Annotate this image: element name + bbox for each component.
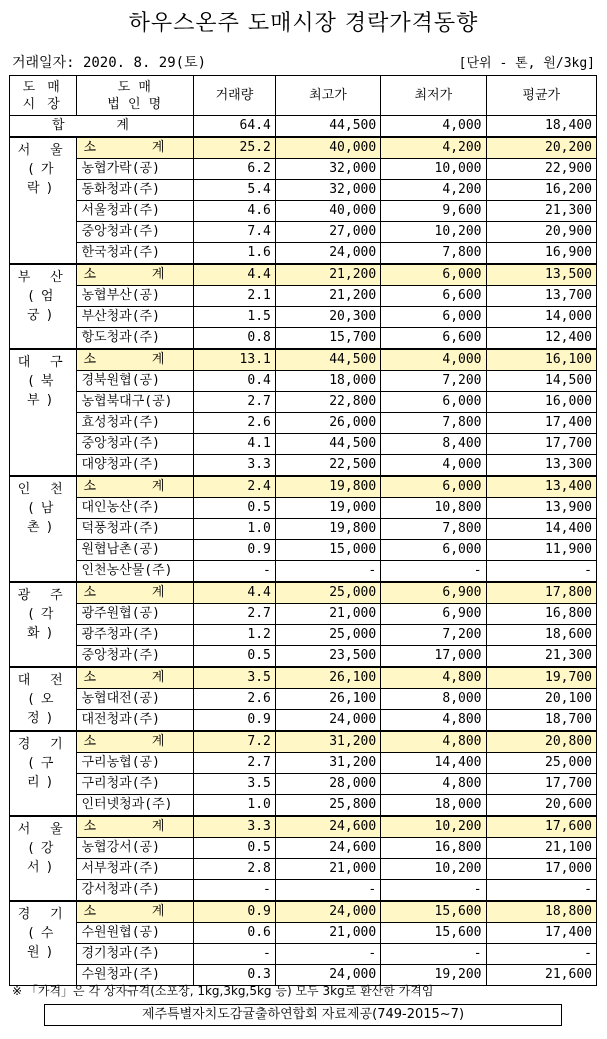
table-row	[10, 923, 597, 944]
max-price-cell: 21,200	[275, 286, 380, 307]
volume-cell: 2.6	[194, 689, 276, 710]
volume-cell: 2.1	[194, 286, 276, 307]
corp-name: 한국청과(주)	[77, 243, 194, 265]
subtotal-row	[10, 264, 597, 286]
table-row	[10, 392, 597, 413]
min-price-cell: 19,200	[381, 965, 486, 986]
volume-cell: 6.2	[194, 159, 276, 180]
table-row	[10, 201, 597, 222]
avg-price-cell: 16,800	[486, 604, 596, 625]
volume-cell: 0.5	[194, 646, 276, 668]
min-price-cell: 7,800	[381, 243, 486, 265]
volume-cell: 0.3	[194, 965, 276, 986]
avg-price-cell: 13,700	[486, 286, 596, 307]
subtotal-label: 소 계	[77, 731, 194, 753]
min-price-cell: 6,900	[381, 604, 486, 625]
corp-name: 광주청과(주)	[77, 625, 194, 646]
volume-cell: 4.6	[194, 201, 276, 222]
avg-price-cell: 16,200	[486, 180, 596, 201]
min-price-cell: 10,200	[381, 816, 486, 838]
volume-cell: 3.3	[194, 816, 276, 838]
avg-price-cell: 20,900	[486, 222, 596, 243]
max-price-cell: 24,000	[275, 901, 380, 923]
header-corp: 도 매 법 인 명	[77, 76, 194, 116]
corp-name: 구리청과(주)	[77, 774, 194, 795]
market-name: 경 기 (구 리)	[10, 731, 77, 816]
total-max: 44,500	[275, 116, 380, 138]
volume-cell: 0.8	[194, 328, 276, 350]
corp-name: 농협가락(공)	[77, 159, 194, 180]
avg-price-cell: 17,600	[486, 816, 596, 838]
price-table	[9, 75, 597, 986]
corp-name: 중앙청과(주)	[77, 646, 194, 668]
avg-price-cell: 13,500	[486, 264, 596, 286]
corp-name: 강서청과(주)	[77, 880, 194, 902]
corp-name: 경기청과(주)	[77, 944, 194, 965]
min-price-cell: 8,400	[381, 434, 486, 455]
table-row	[10, 880, 597, 902]
corp-name: 대인농산(주)	[77, 498, 194, 519]
min-price-cell: 6,900	[381, 582, 486, 604]
avg-price-cell: -	[486, 880, 596, 902]
min-price-cell: 6,000	[381, 476, 486, 498]
volume-cell: 4.4	[194, 582, 276, 604]
table-row	[10, 307, 597, 328]
avg-price-cell: 17,400	[486, 923, 596, 944]
subtotal-row	[10, 349, 597, 371]
header-volume: 거래량	[194, 76, 276, 116]
volume-cell: 0.6	[194, 923, 276, 944]
avg-price-cell: 13,900	[486, 498, 596, 519]
avg-price-cell: 21,300	[486, 646, 596, 668]
total-volume: 64.4	[194, 116, 276, 138]
table-row	[10, 838, 597, 859]
corp-name: 농협대전(공)	[77, 689, 194, 710]
max-price-cell: 26,000	[275, 413, 380, 434]
min-price-cell: 6,000	[381, 392, 486, 413]
max-price-cell: 19,000	[275, 498, 380, 519]
min-price-cell: -	[381, 880, 486, 902]
volume-cell: 5.4	[194, 180, 276, 201]
avg-price-cell: 13,400	[486, 476, 596, 498]
volume-cell: 1.6	[194, 243, 276, 265]
source-box: 제주특별자치도감귤출하연합회 자료제공(749-2015~7)	[44, 1004, 562, 1026]
table-row	[10, 625, 597, 646]
volume-cell: 0.4	[194, 371, 276, 392]
max-price-cell: 26,100	[275, 689, 380, 710]
table-row	[10, 540, 597, 561]
volume-cell: 2.7	[194, 604, 276, 625]
market-name: 서 울 (가 락)	[10, 137, 77, 264]
min-price-cell: 6,600	[381, 286, 486, 307]
market-name: 부 산 (엄 궁)	[10, 264, 77, 349]
table-row	[10, 689, 597, 710]
header-avg: 평균가	[486, 76, 596, 116]
min-price-cell: 8,000	[381, 689, 486, 710]
max-price-cell: 15,700	[275, 328, 380, 350]
corp-name: 중앙청과(주)	[77, 222, 194, 243]
max-price-cell: 28,000	[275, 774, 380, 795]
corp-name: 경북원협(공)	[77, 371, 194, 392]
subtotal-row	[10, 901, 597, 923]
table-row	[10, 413, 597, 434]
min-price-cell: 6,000	[381, 264, 486, 286]
header-max: 최고가	[275, 76, 380, 116]
subtotal-label: 소 계	[77, 264, 194, 286]
volume-cell: 1.0	[194, 795, 276, 817]
corp-name: 수원청과(주)	[77, 965, 194, 986]
header-min: 최저가	[381, 76, 486, 116]
max-price-cell: 26,100	[275, 667, 380, 689]
table-row	[10, 222, 597, 243]
subtotal-row	[10, 137, 597, 159]
market-name: 광 주 (각 화)	[10, 582, 77, 667]
table-row	[10, 498, 597, 519]
volume-cell: -	[194, 944, 276, 965]
max-price-cell: 40,000	[275, 137, 380, 159]
volume-cell: 0.5	[194, 838, 276, 859]
volume-cell: -	[194, 880, 276, 902]
max-price-cell: 20,300	[275, 307, 380, 328]
max-price-cell: 22,800	[275, 392, 380, 413]
subtotal-row	[10, 476, 597, 498]
volume-cell: 2.6	[194, 413, 276, 434]
max-price-cell: -	[275, 561, 380, 583]
volume-cell: 1.0	[194, 519, 276, 540]
table-row	[10, 561, 597, 583]
min-price-cell: 4,200	[381, 180, 486, 201]
max-price-cell: 32,000	[275, 180, 380, 201]
avg-price-cell: 17,800	[486, 582, 596, 604]
table-row	[10, 859, 597, 880]
page-title: 하우스온주 도매시장 경락가격동향	[128, 11, 479, 36]
volume-cell: -	[194, 561, 276, 583]
table-row	[10, 753, 597, 774]
max-price-cell: 24,600	[275, 816, 380, 838]
max-price-cell: 25,000	[275, 625, 380, 646]
max-price-cell: 40,000	[275, 201, 380, 222]
table-row	[10, 774, 597, 795]
market-name: 서 울 (강 서)	[10, 816, 77, 901]
avg-price-cell: 17,400	[486, 413, 596, 434]
trade-date: 거래일자: 2020. 8. 29(토)	[12, 55, 207, 71]
max-price-cell: 21,000	[275, 604, 380, 625]
avg-price-cell: 14,500	[486, 371, 596, 392]
subtotal-label: 소 계	[77, 816, 194, 838]
table-row	[10, 286, 597, 307]
market-name: 대 전 (오 정)	[10, 667, 77, 731]
volume-cell: 7.2	[194, 731, 276, 753]
corp-name: 동화청과(주)	[77, 180, 194, 201]
table-row	[10, 519, 597, 540]
avg-price-cell: 16,000	[486, 392, 596, 413]
avg-price-cell: 14,400	[486, 519, 596, 540]
volume-cell: 4.4	[194, 264, 276, 286]
max-price-cell: 25,000	[275, 582, 380, 604]
avg-price-cell: 17,700	[486, 774, 596, 795]
avg-price-cell: 20,100	[486, 689, 596, 710]
corp-name: 농협강서(공)	[77, 838, 194, 859]
corp-name: 인터넷청과(주)	[77, 795, 194, 817]
avg-price-cell: 21,600	[486, 965, 596, 986]
corp-name: 대전청과(주)	[77, 710, 194, 732]
subtotal-label: 소 계	[77, 582, 194, 604]
unit-label: [단위 - 톤, 원/3kg]	[458, 56, 595, 71]
total-row	[10, 116, 597, 138]
avg-price-cell: 16,100	[486, 349, 596, 371]
max-price-cell: -	[275, 944, 380, 965]
corp-name: 수원원협(공)	[77, 923, 194, 944]
volume-cell: 2.7	[194, 753, 276, 774]
max-price-cell: 31,200	[275, 731, 380, 753]
table-row	[10, 371, 597, 392]
corp-name: 인천농산물(주)	[77, 561, 194, 583]
avg-price-cell: 19,700	[486, 667, 596, 689]
corp-name: 부산청과(주)	[77, 307, 194, 328]
corp-name: 원협남촌(공)	[77, 540, 194, 561]
avg-price-cell: 22,900	[486, 159, 596, 180]
min-price-cell: -	[381, 561, 486, 583]
header-market: 도 매 시 장	[10, 76, 77, 116]
volume-cell: 0.9	[194, 540, 276, 561]
volume-cell: 2.8	[194, 859, 276, 880]
min-price-cell: 10,200	[381, 859, 486, 880]
corp-name: 중앙청과(주)	[77, 434, 194, 455]
min-price-cell: 15,600	[381, 923, 486, 944]
max-price-cell: 44,500	[275, 349, 380, 371]
table-row	[10, 328, 597, 350]
avg-price-cell: 16,900	[486, 243, 596, 265]
volume-cell: 0.5	[194, 498, 276, 519]
volume-cell: 2.7	[194, 392, 276, 413]
min-price-cell: 7,200	[381, 371, 486, 392]
max-price-cell: 19,800	[275, 519, 380, 540]
min-price-cell: 10,800	[381, 498, 486, 519]
corp-name: 효성청과(주)	[77, 413, 194, 434]
min-price-cell: 6,000	[381, 307, 486, 328]
max-price-cell: 27,000	[275, 222, 380, 243]
subtotal-label: 소 계	[77, 901, 194, 923]
min-price-cell: 7,800	[381, 413, 486, 434]
min-price-cell: 6,000	[381, 540, 486, 561]
min-price-cell: 4,200	[381, 137, 486, 159]
avg-price-cell: 12,400	[486, 328, 596, 350]
volume-cell: 4.1	[194, 434, 276, 455]
volume-cell: 13.1	[194, 349, 276, 371]
table-row	[10, 604, 597, 625]
min-price-cell: 10,000	[381, 159, 486, 180]
total-min: 4,000	[381, 116, 486, 138]
max-price-cell: 19,800	[275, 476, 380, 498]
max-price-cell: 32,000	[275, 159, 380, 180]
min-price-cell: 4,000	[381, 349, 486, 371]
max-price-cell: 24,000	[275, 710, 380, 732]
max-price-cell: 23,500	[275, 646, 380, 668]
min-price-cell: 7,800	[381, 519, 486, 540]
corp-name: 대양청과(주)	[77, 455, 194, 477]
table-row	[10, 795, 597, 817]
max-price-cell: 21,000	[275, 859, 380, 880]
corp-name: 서울청과(주)	[77, 201, 194, 222]
subtotal-row	[10, 582, 597, 604]
max-price-cell: 21,000	[275, 923, 380, 944]
volume-cell: 0.9	[194, 710, 276, 732]
min-price-cell: 15,600	[381, 901, 486, 923]
max-price-cell: 24,600	[275, 838, 380, 859]
max-price-cell: 15,000	[275, 540, 380, 561]
total-avg: 18,400	[486, 116, 596, 138]
min-price-cell: 9,600	[381, 201, 486, 222]
market-name: 대 구 (북 부)	[10, 349, 77, 476]
avg-price-cell: 20,600	[486, 795, 596, 817]
max-price-cell: 24,000	[275, 243, 380, 265]
min-price-cell: 10,200	[381, 222, 486, 243]
subtotal-row	[10, 667, 597, 689]
subtotal-row	[10, 731, 597, 753]
corp-name: 서부청과(주)	[77, 859, 194, 880]
corp-name: 광주원협(공)	[77, 604, 194, 625]
table-row	[10, 455, 597, 477]
min-price-cell: 6,600	[381, 328, 486, 350]
avg-price-cell: 17,000	[486, 859, 596, 880]
min-price-cell: 4,000	[381, 455, 486, 477]
avg-price-cell: 20,800	[486, 731, 596, 753]
volume-cell: 3.3	[194, 455, 276, 477]
avg-price-cell: 20,200	[486, 137, 596, 159]
avg-price-cell: 18,800	[486, 901, 596, 923]
max-price-cell: -	[275, 880, 380, 902]
max-price-cell: 31,200	[275, 753, 380, 774]
avg-price-cell: 13,300	[486, 455, 596, 477]
table-row	[10, 243, 597, 265]
corp-name: 구리농협(공)	[77, 753, 194, 774]
avg-price-cell: 21,100	[486, 838, 596, 859]
corp-name: 항도청과(주)	[77, 328, 194, 350]
table-row	[10, 944, 597, 965]
min-price-cell: 14,400	[381, 753, 486, 774]
min-price-cell: 4,800	[381, 731, 486, 753]
avg-price-cell: -	[486, 944, 596, 965]
avg-price-cell: 18,600	[486, 625, 596, 646]
table-row	[10, 434, 597, 455]
max-price-cell: 25,800	[275, 795, 380, 817]
table-row	[10, 159, 597, 180]
avg-price-cell: 11,900	[486, 540, 596, 561]
min-price-cell: 4,800	[381, 774, 486, 795]
volume-cell: 3.5	[194, 667, 276, 689]
total-label: 합 계	[10, 116, 194, 138]
max-price-cell: 24,000	[275, 965, 380, 986]
avg-price-cell: 25,000	[486, 753, 596, 774]
subtotal-label: 소 계	[77, 476, 194, 498]
subtotal-label: 소 계	[77, 137, 194, 159]
footnote: ※ 「가격」은 각 상자규격(소포장, 1kg,3kg,5kg 등) 모두 3kg로 환산한 가격임	[12, 984, 434, 998]
max-price-cell: 21,200	[275, 264, 380, 286]
corp-name: 덕풍청과(주)	[77, 519, 194, 540]
min-price-cell: 4,800	[381, 710, 486, 732]
avg-price-cell: 21,300	[486, 201, 596, 222]
min-price-cell: 16,800	[381, 838, 486, 859]
corp-name: 농협북대구(공)	[77, 392, 194, 413]
corp-name: 농협부산(공)	[77, 286, 194, 307]
max-price-cell: 22,500	[275, 455, 380, 477]
volume-cell: 0.9	[194, 901, 276, 923]
table-row	[10, 180, 597, 201]
min-price-cell: 18,000	[381, 795, 486, 817]
volume-cell: 25.2	[194, 137, 276, 159]
market-name: 인 천 (남 촌)	[10, 476, 77, 582]
volume-cell: 3.5	[194, 774, 276, 795]
min-price-cell: 4,800	[381, 667, 486, 689]
subtotal-label: 소 계	[77, 349, 194, 371]
volume-cell: 7.4	[194, 222, 276, 243]
min-price-cell: 17,000	[381, 646, 486, 668]
volume-cell: 1.5	[194, 307, 276, 328]
max-price-cell: 18,000	[275, 371, 380, 392]
avg-price-cell: -	[486, 561, 596, 583]
subtotal-label: 소 계	[77, 667, 194, 689]
table-row	[10, 646, 597, 668]
avg-price-cell: 17,700	[486, 434, 596, 455]
volume-cell: 1.2	[194, 625, 276, 646]
min-price-cell: 7,200	[381, 625, 486, 646]
min-price-cell: -	[381, 944, 486, 965]
avg-price-cell: 14,000	[486, 307, 596, 328]
table-row	[10, 710, 597, 732]
market-name: 경 기 (수 원)	[10, 901, 77, 986]
volume-cell: 2.4	[194, 476, 276, 498]
subtotal-row	[10, 816, 597, 838]
avg-price-cell: 18,700	[486, 710, 596, 732]
max-price-cell: 44,500	[275, 434, 380, 455]
